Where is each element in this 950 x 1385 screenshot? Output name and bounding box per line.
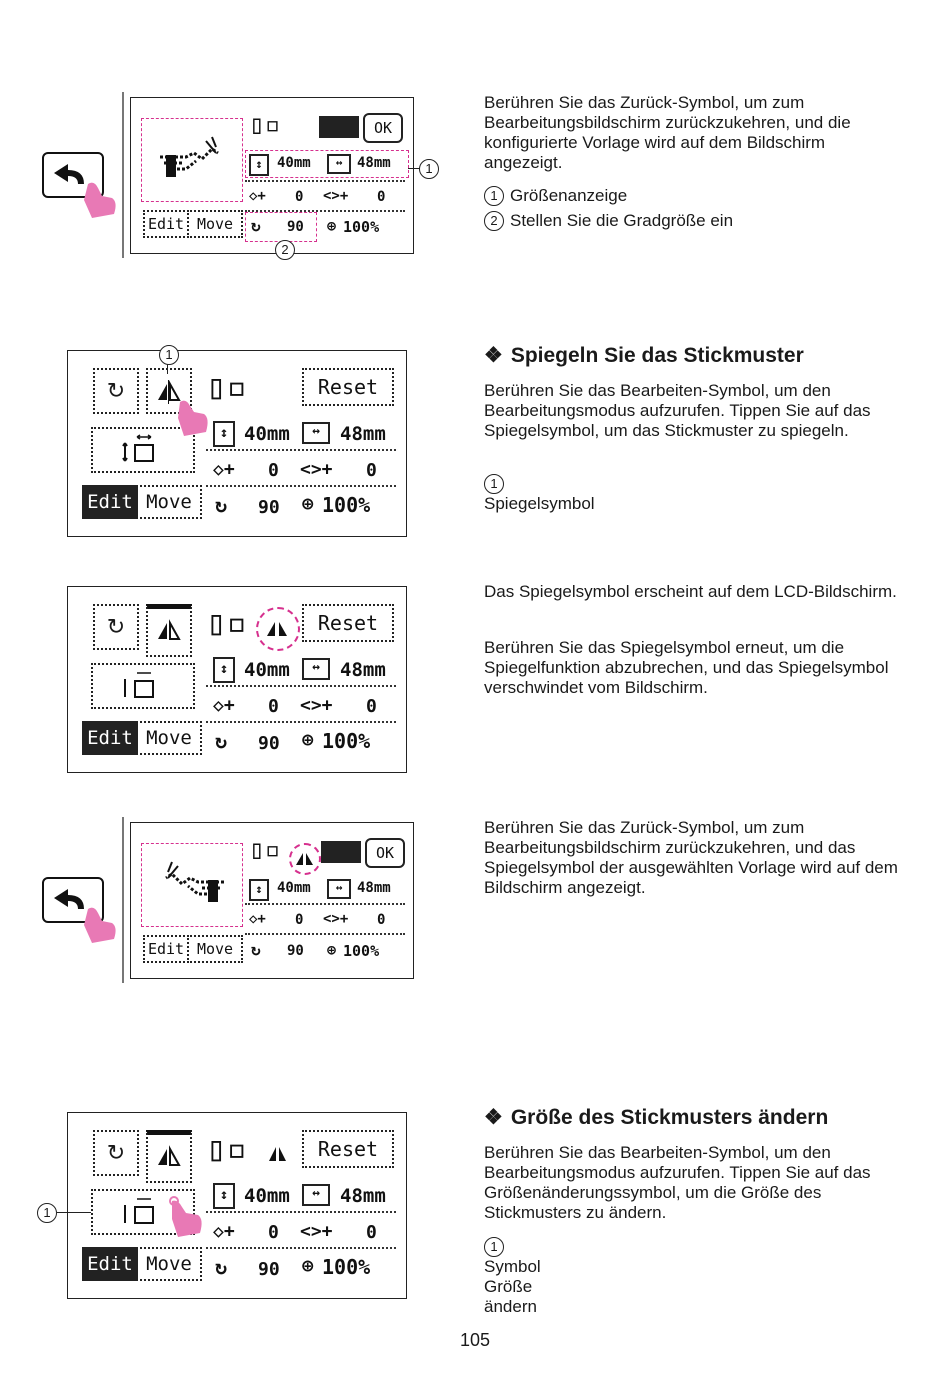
section-2-text: Berühren Sie das Bearbeiten-Symbol, um den Bearbeitungsmodus aufzurufen. Tippen Sie auf das Spiegelsymbol, um das Stickmuster zu spiegeln. xyxy=(484,381,871,440)
reset-button[interactable]: Reset xyxy=(302,1130,394,1168)
rotate-icon: ↻ xyxy=(106,1140,126,1165)
diamond-bullet-icon: ❖ xyxy=(484,1106,503,1129)
embroidery-frame-icon xyxy=(321,841,361,863)
zoom-icon: ⊕ xyxy=(302,1255,314,1277)
embroidery-pattern-icon xyxy=(142,844,242,926)
mirror-indicator-highlight xyxy=(289,843,321,875)
section-1-text: Berühren Sie das Zurück-Symbol, um zum Bearbeitungsbildschirm zurückzukehren, und die konfigurierte Vorlage wird auf dem Bildschirm angezeigt. xyxy=(484,93,851,172)
marker-2: 2 xyxy=(275,240,295,260)
offset-x-icon: <>+ xyxy=(300,459,333,480)
offset-y-value: 0 xyxy=(268,1222,279,1243)
lcd-screen-1 xyxy=(130,97,414,254)
width-value: 48mm xyxy=(357,155,391,171)
move-button[interactable]: Move xyxy=(187,210,243,238)
offset-y-icon: ◇+ xyxy=(249,911,266,927)
mirror-indicator-icon xyxy=(264,1139,292,1167)
section-5-heading: ❖ Größe des Stickmusters ändern xyxy=(484,1106,829,1129)
height-value: 40mm xyxy=(277,880,311,896)
move-button[interactable]: Move xyxy=(187,935,243,963)
hand-pointer-icon xyxy=(176,398,212,438)
mirror-indicator-highlight xyxy=(256,607,300,651)
embroidery-pattern-icon xyxy=(142,119,242,201)
offset-y-value: 0 xyxy=(268,696,279,717)
width-value: 48mm xyxy=(357,880,391,896)
width-icon: ↔ xyxy=(327,879,351,899)
zoom-icon: ⊕ xyxy=(327,217,337,235)
mirror-icon xyxy=(148,609,190,651)
zoom-icon: ⊕ xyxy=(327,941,337,959)
marker-1: 1 xyxy=(159,345,179,365)
callout-item: 1Symbol Größe ändern xyxy=(484,1239,541,1316)
rotation-value: 90 xyxy=(287,943,304,959)
rotate-button[interactable] xyxy=(93,1130,139,1176)
mirror-icon xyxy=(148,1135,190,1177)
lcd-screen-5 xyxy=(67,1112,407,1299)
rotate-icon: ↻ xyxy=(251,940,261,959)
rotate-icon: ↻ xyxy=(215,1255,228,1279)
zoom-value: 100% xyxy=(322,493,371,517)
offset-x-value: 0 xyxy=(366,1222,377,1243)
rotation-value: 90 xyxy=(258,1259,280,1280)
height-value: 40mm xyxy=(277,155,311,171)
section-4-text: Berühren Sie das Zurück-Symbol, um zum Bearbeitungsbildschirm zurückzukehren, und das Spiegelsymbol der ausgewählten Vorlage wird auf dem Bildschirm angezeigt. xyxy=(484,818,898,897)
offset-y-value: 0 xyxy=(268,460,279,481)
offset-x-value: 0 xyxy=(377,912,386,928)
mirror-indicator-icon xyxy=(291,845,319,873)
height-icon: ↕ xyxy=(249,154,269,176)
diamond-bullet-icon: ❖ xyxy=(484,344,503,367)
marker-1: 1 xyxy=(419,159,439,179)
ok-button[interactable]: OK xyxy=(365,838,405,868)
rotate-icon: ↻ xyxy=(215,493,228,517)
width-value: 48mm xyxy=(340,659,386,681)
height-icon: ↕ xyxy=(213,1183,235,1209)
hoop-icon: ▯▫ xyxy=(249,110,281,140)
offset-x-value: 0 xyxy=(366,696,377,717)
offset-x-icon: <>+ xyxy=(323,188,349,204)
lcd-screen-3 xyxy=(67,586,407,773)
height-icon: ↕ xyxy=(213,657,235,683)
pattern-preview xyxy=(141,843,243,927)
width-icon: ↔ xyxy=(327,154,351,174)
rotate-button[interactable] xyxy=(93,604,139,650)
lcd-screen-2 xyxy=(67,350,407,537)
width-icon: ↔ xyxy=(302,422,330,444)
rotation-value: 90 xyxy=(258,733,280,754)
callout-item: 2 Stellen Sie die Gradgröße ein xyxy=(484,211,904,231)
move-button[interactable]: Move xyxy=(136,1247,202,1281)
edit-button[interactable]: Edit xyxy=(82,485,138,519)
zoom-value: 100% xyxy=(343,218,380,236)
offset-x-icon: <>+ xyxy=(323,911,349,927)
edit-button[interactable]: Edit xyxy=(143,935,189,963)
height-icon: ↕ xyxy=(213,421,235,447)
offset-x-value: 0 xyxy=(366,460,377,481)
hand-pointer-icon xyxy=(80,180,120,220)
section-1-callouts xyxy=(484,186,904,231)
mirror-button[interactable] xyxy=(146,604,192,657)
offset-y-icon: ◇+ xyxy=(213,695,235,716)
edit-button[interactable]: Edit xyxy=(82,1247,138,1281)
height-value: 40mm xyxy=(244,1185,290,1207)
height-icon: ↕ xyxy=(249,879,269,901)
offset-x-icon: <>+ xyxy=(300,1221,333,1242)
embroidery-frame-icon xyxy=(319,116,359,138)
offset-y-icon: ◇+ xyxy=(249,188,266,204)
reset-button[interactable]: Reset xyxy=(302,368,394,406)
rotation-value: 90 xyxy=(258,497,280,518)
marker-1: 1 xyxy=(37,1203,57,1223)
hand-pointer-icon xyxy=(80,905,120,945)
rotation-value: 90 xyxy=(287,219,304,235)
mirror-indicator-icon xyxy=(258,609,298,649)
mirror-button[interactable] xyxy=(146,1130,192,1183)
section-5-text: Berühren Sie das Bearbeiten-Symbol, um den Bearbeitungsmodus aufzurufen. Tippen Sie auf das Größenänderungssymbol, um die Größe des Stickmusters zu ändern. xyxy=(484,1143,871,1222)
offset-y-value: 0 xyxy=(295,189,304,205)
width-icon: ↔ xyxy=(302,658,330,680)
callout-item: 1 Größenanzeige xyxy=(484,186,904,206)
callout-item: 1Spiegelsymbol xyxy=(484,476,595,513)
rotate-button[interactable] xyxy=(93,368,139,414)
resize-button[interactable] xyxy=(91,663,195,709)
offset-x-value: 0 xyxy=(377,189,386,205)
hoop-icon: ▯▫ xyxy=(206,1129,247,1169)
section-2-heading: ❖ Spiegeln Sie das Stickmuster xyxy=(484,344,804,367)
width-icon: ↔ xyxy=(302,1184,330,1206)
hoop-icon: ▯▫ xyxy=(206,603,247,643)
hoop-icon: ▯▫ xyxy=(206,367,247,407)
rotate-icon: ↻ xyxy=(106,378,126,403)
reset-button[interactable]: Reset xyxy=(302,604,394,642)
offset-x-icon: <>+ xyxy=(300,695,333,716)
move-button[interactable]: Move xyxy=(136,485,202,519)
section-3-text-2: Berühren Sie das Spiegelsymbol erneut, um die Spiegelfunktion abzubrechen, und das Spiegelsymbol verschwindet vom Bildschirm. xyxy=(484,638,889,697)
height-value: 40mm xyxy=(244,423,290,445)
page-number: 105 xyxy=(459,1330,491,1350)
hand-pointer-icon xyxy=(168,1195,208,1239)
rotate-icon[interactable]: ↻ xyxy=(251,216,261,235)
zoom-icon: ⊕ xyxy=(302,493,314,515)
ok-button[interactable]: OK xyxy=(363,113,403,143)
offset-y-icon: ◇+ xyxy=(213,459,235,480)
rotate-icon: ↻ xyxy=(106,614,126,639)
offset-y-value: 0 xyxy=(295,912,304,928)
edit-button[interactable]: Edit xyxy=(143,210,189,238)
move-button[interactable]: Move xyxy=(136,721,202,755)
lcd-screen-4 xyxy=(130,822,414,979)
section-3-text-1: Das Spiegelsymbol erscheint auf dem LCD-Bildschirm. xyxy=(484,582,897,601)
width-value: 48mm xyxy=(340,1185,386,1207)
zoom-icon: ⊕ xyxy=(302,729,314,751)
offset-y-icon: ◇+ xyxy=(213,1221,235,1242)
width-value: 48mm xyxy=(340,423,386,445)
pattern-preview xyxy=(141,118,243,202)
resize-icon xyxy=(93,665,193,707)
edit-button[interactable]: Edit xyxy=(82,721,138,755)
zoom-value: 100% xyxy=(322,1255,371,1279)
height-value: 40mm xyxy=(244,659,290,681)
rotate-icon: ↻ xyxy=(215,729,228,753)
hoop-icon: ▯▫ xyxy=(249,835,281,865)
zoom-value: 100% xyxy=(343,942,380,960)
zoom-value: 100% xyxy=(322,729,371,753)
